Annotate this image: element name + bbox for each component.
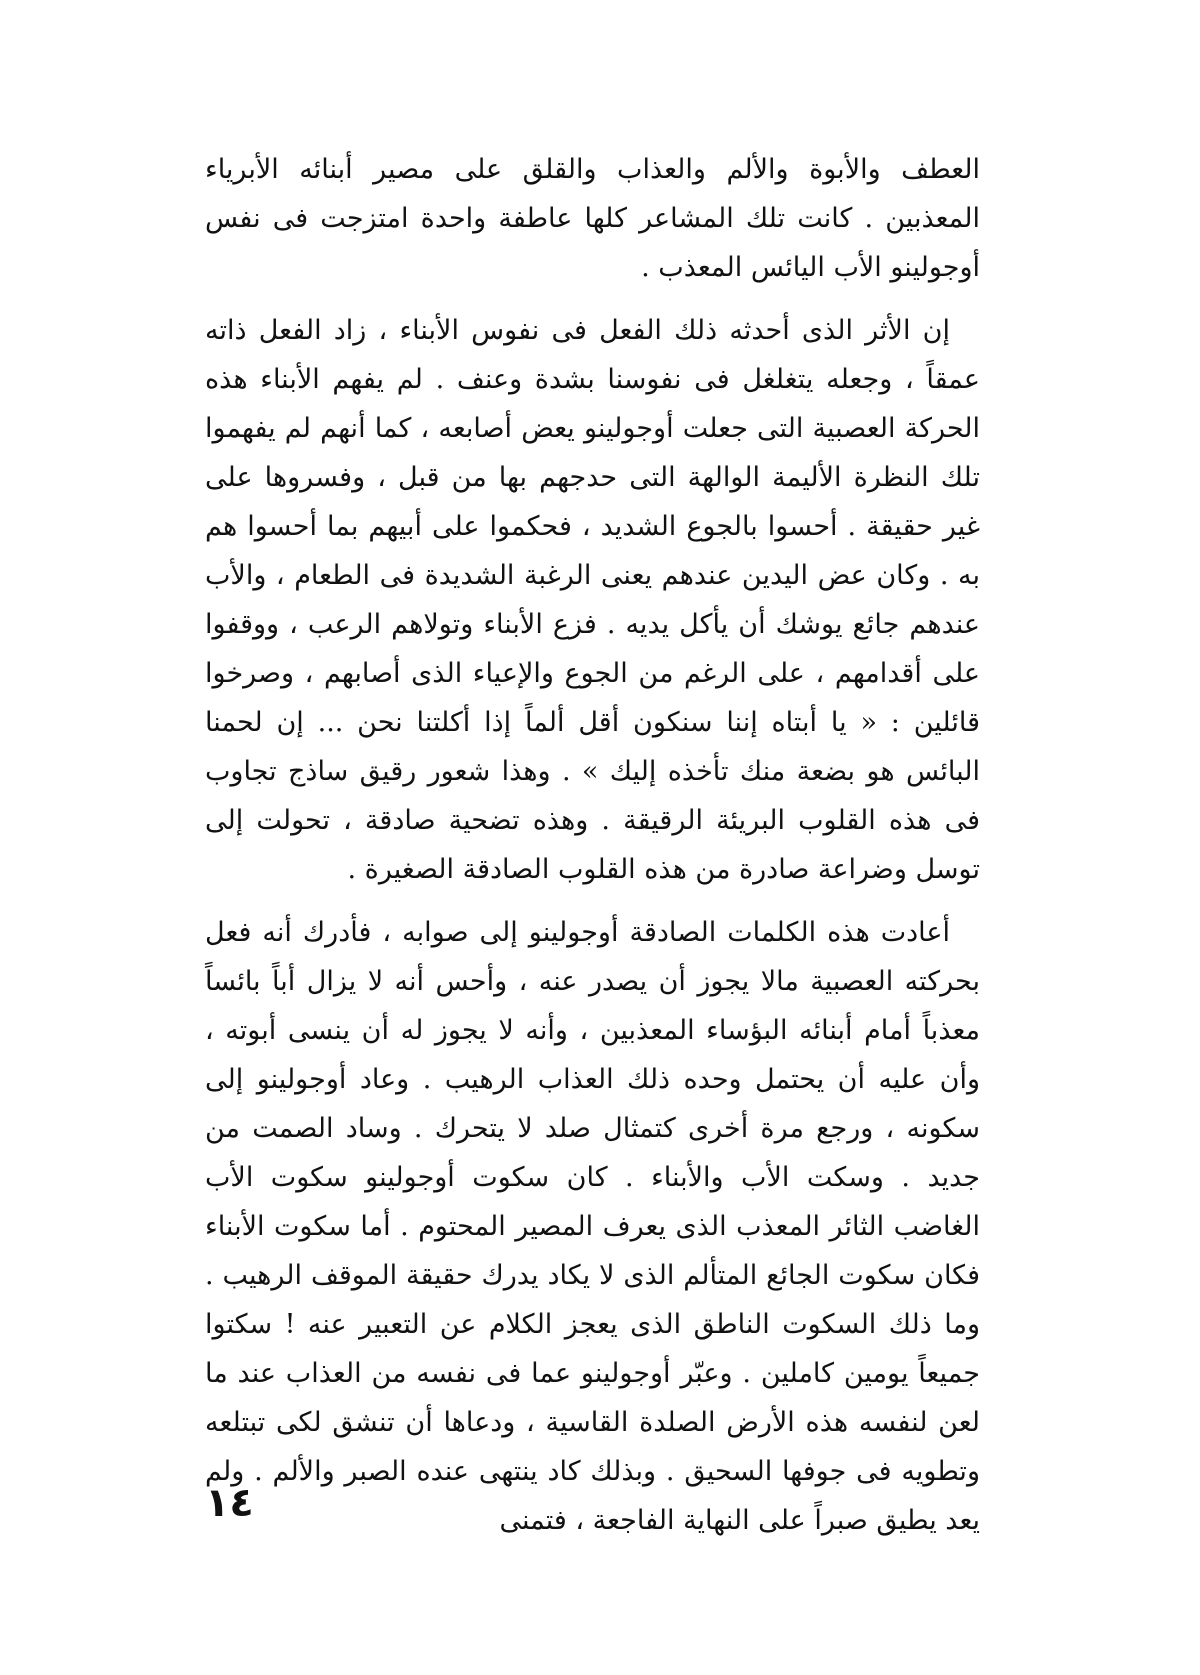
body-text <box>205 145 980 1545</box>
paragraph-3: أعادت هذه الكلمات الصادقة أوجولينو إلى صوابه ، فأدرك أنه فعل بحركته العصبية مالا يجوز أن يصدر عنه ، وأحس أنه لا يزال أباً بائساً معذباً أمام أبنائه البؤساء المعذبين ، وأنه لا يجوز له أن ينسى أبوته ، وأن عليه أن يحتمل وحده ذلك العذاب الرهيب . وعاد أوجولينو إلى سكونه ، ورجع مرة أخرى كتمثال صلد لا يتحرك . وساد الصمت من جديد . وسكت الأب والأبناء . كان سكوت أوجولينو سكوت الأب الغاضب الثائر المعذب الذى يعرف المصير المحتوم . أما سكوت الأبناء فكان سكوت الجائع المتألم الذى لا يكاد يدرك حقيقة الموقف الرهيب . وما ذلك السكوت الناطق الذى يعجز الكلام عن التعبير عنه ! سكتوا جميعاً يومين كاملين . وعبّر أوجولينو عما فى نفسه من العذاب عند ما لعن لنفسه هذه الأرض الصلدة القاسية ، ودعاها أن تنشق لكى تبتلعه وتطويه فى جوفها السحيق . وبذلك كاد ينتهى عنده الصبر والألم . ولم يعد يطيق صبراً على النهاية الفاجعة ، فتمنى <box>205 917 980 1536</box>
paragraph-2: إن الأثر الذى أحدثه ذلك الفعل فى نفوس الأبناء ، زاد الفعل ذاته عمقاً ، وجعله يتغلغل فى نفوسنا بشدة وعنف . لم يفهم الأبناء هذه الحركة العصبية التى جعلت أوجولينو يعض أصابعه ، كما أنهم لم يفهموا تلك النظرة الأليمة الوالهة التى حدجهم بها من قبل ، وفسروها على غير حقيقة . أحسوا بالجوع الشديد ، فحكموا على أبيهم بما أحسوا هم به . وكان عض اليدين عندهم يعنى الرغبة الشديدة فى الطعام ، والأب عندهم جائع يوشك أن يأكل يديه . فزع الأبناء وتولاهم الرعب ، ووقفوا على أقدامهم ، على الرغم من الجوع والإعياء الذى أصابهم ، وصرخوا قائلين : « يا أبتاه إننا سنكون أقل ألماً إذا أكلتنا نحن ... إن لحمنا البائس هو بضعة منك تأخذه إليك » . وهذا شعور رقيق ساذج تجاوب فى هذه القلوب البريئة الرقيقة . وهذه تضحية صادقة ، تحولت إلى توسل وضراعة صادرة من هذه القلوب الصادقة الصغيرة . <box>205 315 980 885</box>
paragraph-1: العطف والأبوة والألم والعذاب والقلق على مصير أبنائه الأبرياء المعذبين . كانت تلك المشاعر كلها عاطفة واحدة امتزجت فى نفس أوجولينو الأب اليائس المعذب . <box>205 154 980 283</box>
page-number: ١٤ <box>205 1480 254 1526</box>
